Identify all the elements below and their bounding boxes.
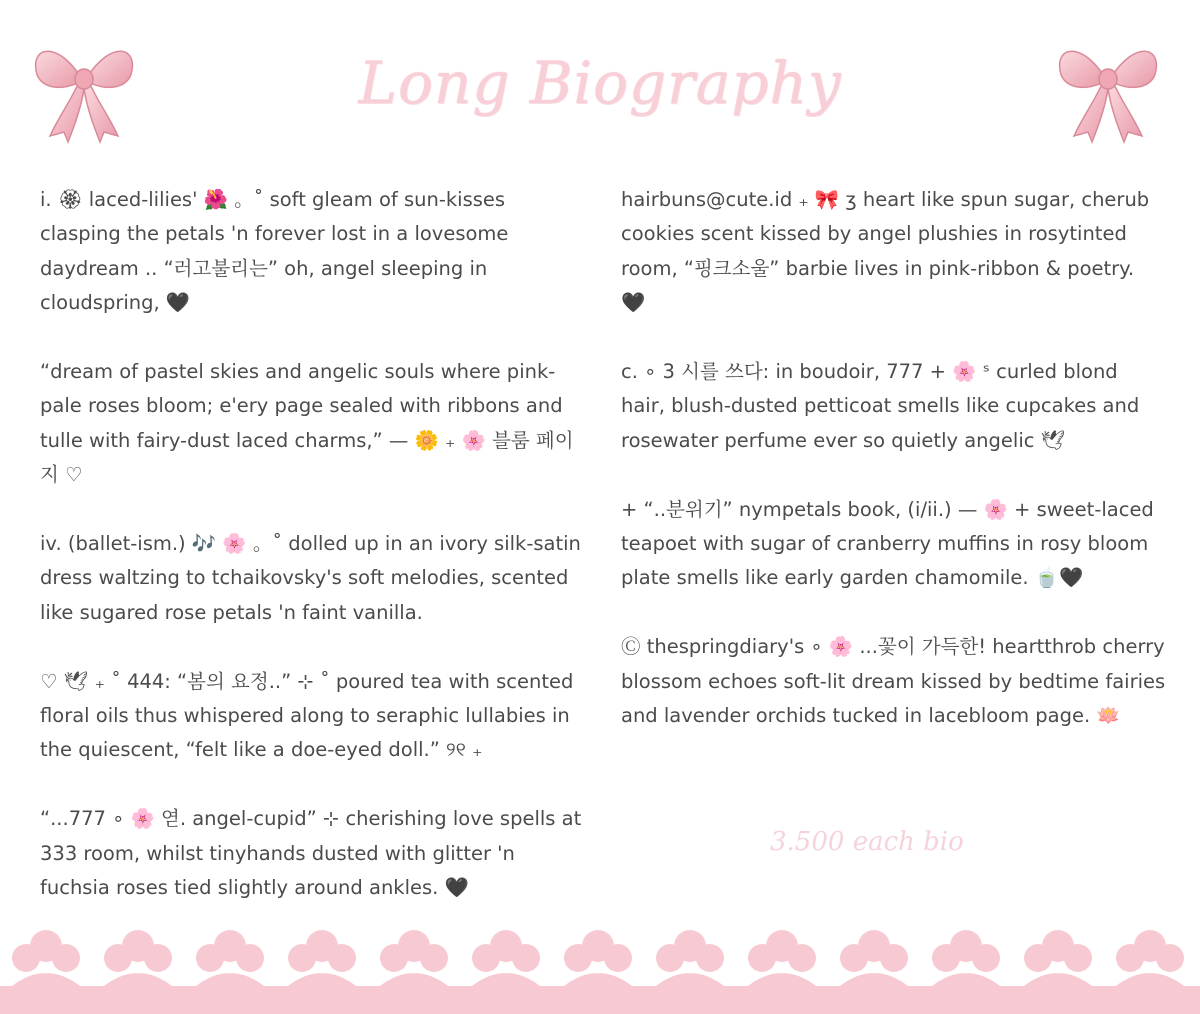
- bow-icon-left: [28, 32, 140, 144]
- right-column: [621, 183, 1166, 768]
- lace-motif: [12, 930, 80, 986]
- bio-paragraph-1: i. 🏵 laced-lilies' 🌺 。˚ soft gleam of sun-kisses clasping the petals 'n forever lost in a lovesome daydream .. “러고불리는” oh, angel sleeping in cloudspring, 🖤: [40, 188, 509, 315]
- lace-border: [0, 924, 1200, 1014]
- bio-paragraph-6-text: hairbuns@cute.id ₊ 🎀 ʒ heart like spun sugar, cherub cookies scent kissed by angel plushies in rosytinted room, “핑크소울” barbie lives in pink-ribbon & poetry.: [621, 188, 1150, 280]
- lace-motif: [932, 930, 1000, 986]
- price-note: 3.500 each bio: [770, 827, 964, 857]
- bio-paragraph-8: + “..분위기” nympetals book, (i/ii.) — 🌸 + sweet-laced teapoet with sugar of cranberry muffins in rosy bloom plate smells like early garden chamomile. 🍵🖤: [621, 497, 1154, 590]
- bow-icon-right: [1052, 32, 1164, 144]
- pink-bow-icon: [1052, 32, 1164, 144]
- lace-motif: [840, 930, 908, 986]
- heart-icon: 🖤: [621, 291, 646, 315]
- lace-motif: [472, 930, 540, 986]
- page-title: Long Biography: [358, 49, 842, 117]
- pink-bow-icon: [28, 32, 140, 144]
- scalloped-lace-border: [0, 924, 1200, 1014]
- left-column: [40, 183, 585, 940]
- bio-paragraph-3: iv. (ballet-ism.) 🎶 🌸 。˚ dolled up in an ivory silk-satin dress waltzing to tchaikovsky's soft melodies, scented like sugared rose petals 'n faint vanilla.: [40, 532, 581, 624]
- bio-paragraph-6: [621, 183, 1166, 321]
- lace-motif: [748, 930, 816, 986]
- bio-paragraph-2: “dream of pastel skies and angelic souls where pink-pale roses bloom; e'ery page sealed with ribbons and tulle with fairy-dust laced charms,” — 🌼 ₊ 🌸 블룸 페이지 ♡: [40, 360, 574, 487]
- bio-paragraph-7: c. ∘ 3 시를 쓰다: in boudoir, 777 + 🌸 ˢ curled blond hair, blush-dusted petticoat smells like cupcakes and rosewater perfume ever so quietly angelic 🕊: [621, 360, 1140, 452]
- lace-motif: [196, 930, 264, 986]
- lace-motif: [288, 930, 356, 986]
- bio-paragraph-5: “...777 ∘ 🌸 엳. angel-cupid” ⊹ cherishing love spells at 333 room, whilst tinyhands dusted with glitter 'n fuchsia roses tied slightly around ankles. 🖤: [40, 807, 582, 900]
- lace-motif: [656, 930, 724, 986]
- lace-motif: [104, 930, 172, 986]
- lace-motif: [1024, 930, 1092, 986]
- lace-motif: [564, 930, 632, 986]
- lace-motif: [380, 930, 448, 986]
- bio-paragraph-4: ♡ 🕊 ₊ ˚ 444: “봄의 요정..” ⊹ ˚ poured tea with scented floral oils thus whispered along to seraphic lullabies in the quiescent, “felt like a doe-eyed doll.” ୨୧ ₊: [40, 669, 574, 762]
- lace-motif: [1116, 930, 1184, 986]
- bio-paragraph-9: Ⓒ thespringdiary's ∘ 🌸 ...꽃이 가득한! heartthrob cherry blossom echoes soft-lit dream kissed by bedtime fairies and lavender orchids tucked in lacebloom page. 🪷: [621, 635, 1166, 728]
